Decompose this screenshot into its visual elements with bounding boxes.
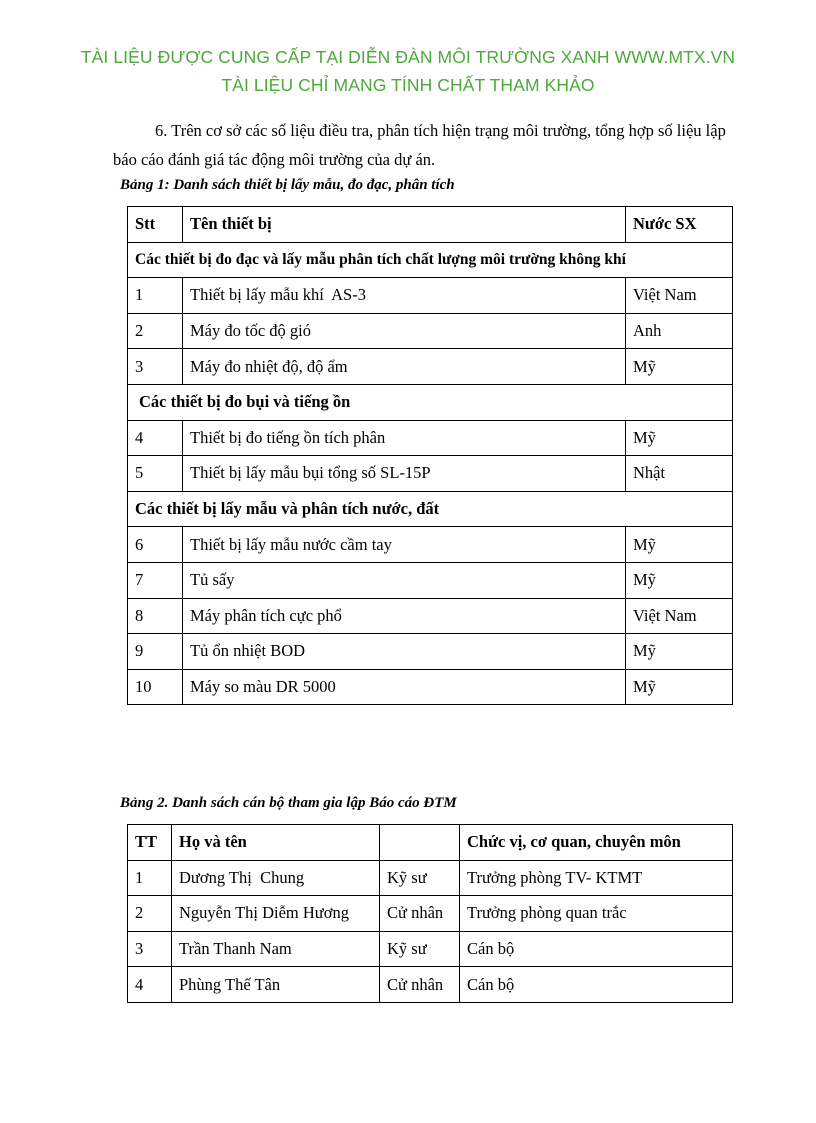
cell-name: Thiết bị lấy mẫu nước cầm tay <box>183 527 626 563</box>
table-row <box>128 420 733 456</box>
header-cell-position: Chức vị, cơ quan, chuyên môn <box>460 825 733 861</box>
table-row <box>128 313 733 349</box>
table-header-row <box>128 825 733 861</box>
table2-caption: Bảng 2. Danh sách cán bộ tham gia lập Báo cáo ĐTM <box>120 795 457 811</box>
table-row <box>128 456 733 492</box>
cell-position: Cán bộ <box>460 931 733 967</box>
cell-name: Nguyễn Thị Diễm Hương <box>172 896 380 932</box>
header-cell-name: Tên thiết bị <box>183 207 626 243</box>
table-row <box>128 669 733 705</box>
header-cell-degree <box>380 825 460 861</box>
cell-tt: 1 <box>128 860 172 896</box>
cell-name: Thiết bị đo tiếng ồn tích phân <box>183 420 626 456</box>
cell-stt: 2 <box>128 313 183 349</box>
group-row <box>128 491 733 527</box>
table1-caption: Bảng 1: Danh sách thiết bị lấy mẫu, đo đạc, phân tích <box>120 177 455 193</box>
table-row <box>128 598 733 634</box>
cell-stt: 4 <box>128 420 183 456</box>
cell-position: Cán bộ <box>460 967 733 1003</box>
cell-degree: Kỹ sư <box>380 931 460 967</box>
cell-name: Dương Thị Chung <box>172 860 380 896</box>
cell-stt: 10 <box>128 669 183 705</box>
table-row <box>128 967 733 1003</box>
table-row <box>128 349 733 385</box>
group-title: Các thiết bị đo bụi và tiếng ồn <box>128 384 733 420</box>
table-row <box>128 634 733 670</box>
group-row <box>128 384 733 420</box>
cell-country: Việt Nam <box>626 278 733 314</box>
cell-country: Mỹ <box>626 349 733 385</box>
table-row <box>128 931 733 967</box>
table-row <box>128 896 733 932</box>
cell-stt: 1 <box>128 278 183 314</box>
header-cell-tt: TT <box>128 825 172 861</box>
header-cell-stt: Stt <box>128 207 183 243</box>
cell-name: Máy đo nhiệt độ, độ ẩm <box>183 349 626 385</box>
table-row <box>128 562 733 598</box>
cell-name: Trần Thanh Nam <box>172 931 380 967</box>
watermark-header-line-2: TÀI LIỆU CHỈ MANG TÍNH CHẤT THAM KHẢO <box>221 75 595 95</box>
cell-country: Mỹ <box>626 420 733 456</box>
table-row <box>128 278 733 314</box>
cell-degree: Cử nhân <box>380 967 460 1003</box>
cell-country: Mỹ <box>626 669 733 705</box>
cell-degree: Cử nhân <box>380 896 460 932</box>
cell-country: Nhật <box>626 456 733 492</box>
group-title: Các thiết bị lấy mẫu và phân tích nước, đất <box>128 491 733 527</box>
cell-position: Trưởng phòng quan trắc <box>460 896 733 932</box>
cell-name: Máy phân tích cực phổ <box>183 598 626 634</box>
body-paragraph: 6. Trên cơ sở các số liệu điều tra, phân tích hiện trạng môi trường, tổng hợp số liệu lập báo cáo đánh giá tác động môi trường của dự án. <box>113 121 726 169</box>
equipment-table <box>127 206 733 705</box>
cell-stt: 5 <box>128 456 183 492</box>
cell-name: Thiết bị lấy mẫu khí AS-3 <box>183 278 626 314</box>
cell-stt: 3 <box>128 349 183 385</box>
cell-stt: 9 <box>128 634 183 670</box>
header-cell-name: Họ và tên <box>172 825 380 861</box>
cell-tt: 4 <box>128 967 172 1003</box>
watermark-header-line-1: TÀI LIỆU ĐƯỢC CUNG CẤP TẠI DIỄN ĐÀN MÔI TRƯỜNG XANH WWW.MTX.VN <box>80 47 736 67</box>
cell-name: Tủ sấy <box>183 562 626 598</box>
cell-name: Máy đo tốc độ gió <box>183 313 626 349</box>
cell-degree: Kỹ sư <box>380 860 460 896</box>
table-row <box>128 860 733 896</box>
cell-name: Tủ ổn nhiệt BOD <box>183 634 626 670</box>
cell-tt: 2 <box>128 896 172 932</box>
staff-table <box>127 824 733 1003</box>
cell-name: Thiết bị lấy mẫu bụi tổng số SL-15P <box>183 456 626 492</box>
cell-stt: 8 <box>128 598 183 634</box>
cell-name: Phùng Thế Tân <box>172 967 380 1003</box>
group-title: Các thiết bị đo đạc và lấy mẫu phân tích chất lượng môi trường không khí <box>128 242 733 278</box>
header-cell-country: Nước SX <box>626 207 733 243</box>
cell-country: Mỹ <box>626 527 733 563</box>
table-row <box>128 527 733 563</box>
cell-name: Máy so màu DR 5000 <box>183 669 626 705</box>
cell-position: Trưởng phòng TV- KTMT <box>460 860 733 896</box>
cell-stt: 6 <box>128 527 183 563</box>
cell-tt: 3 <box>128 931 172 967</box>
cell-country: Mỹ <box>626 634 733 670</box>
cell-country: Anh <box>626 313 733 349</box>
group-row <box>128 242 733 278</box>
table-header-row <box>128 207 733 243</box>
cell-country: Mỹ <box>626 562 733 598</box>
cell-country: Việt Nam <box>626 598 733 634</box>
cell-stt: 7 <box>128 562 183 598</box>
